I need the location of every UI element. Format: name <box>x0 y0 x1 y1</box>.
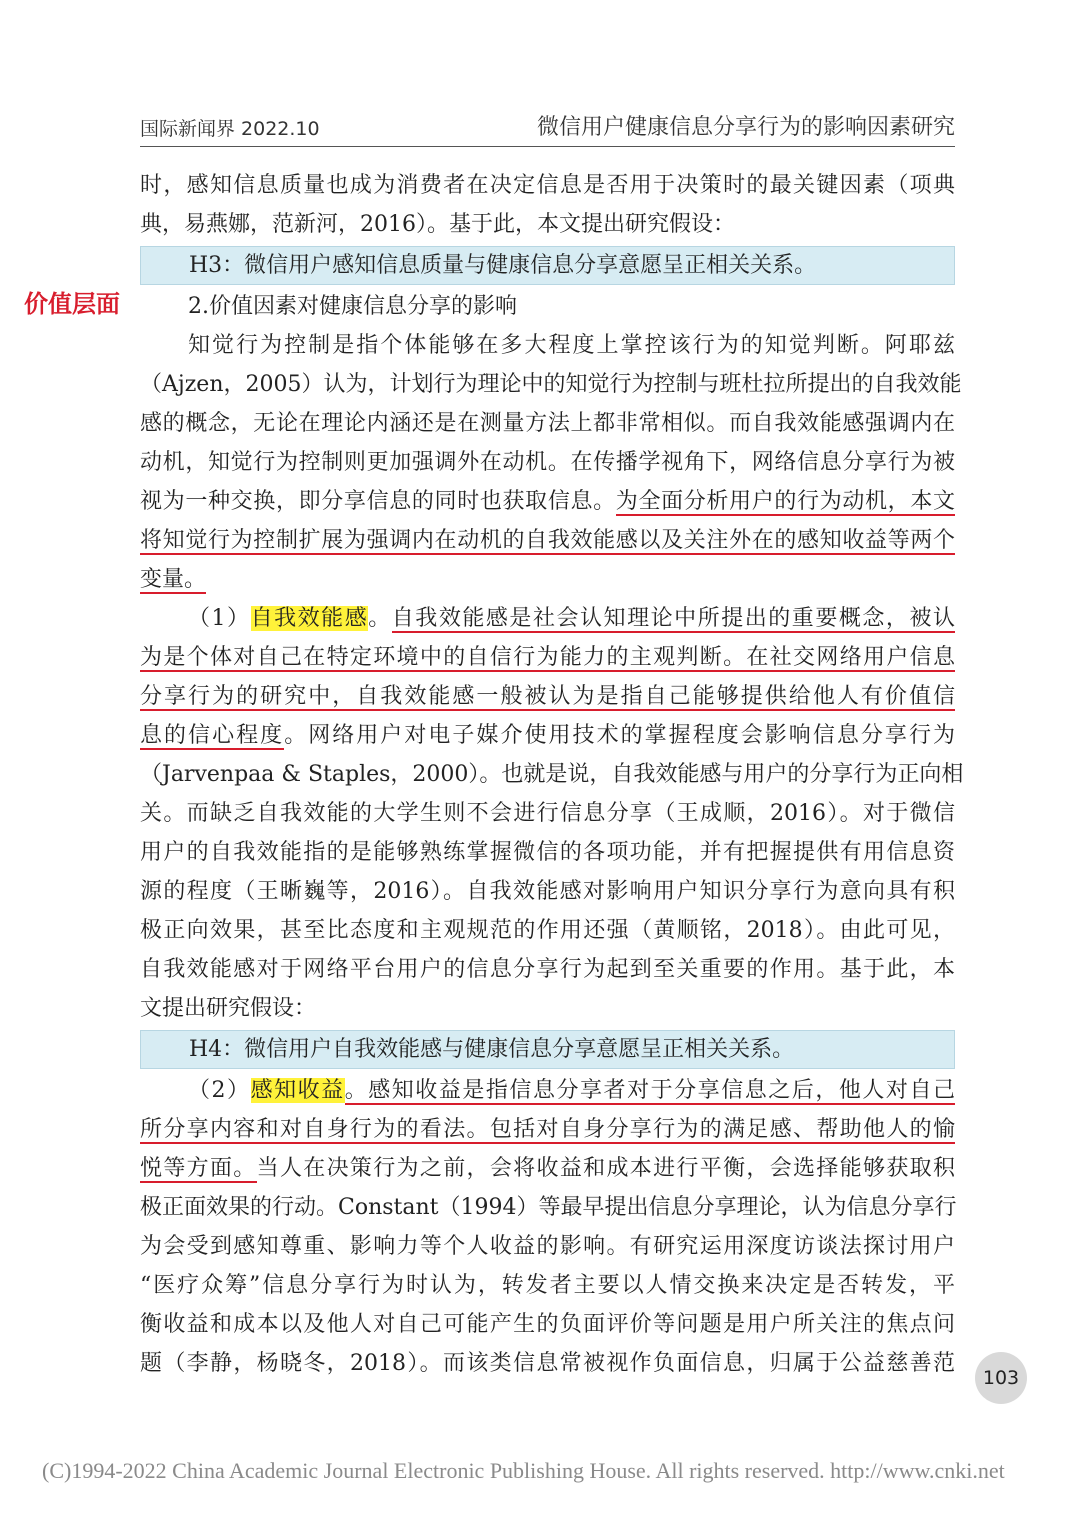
highlighted-term: 自我效能感 <box>250 606 369 631</box>
text-line: （Ajzen，2005）认为，计划行为理论中的知觉行为控制与班杜拉所提出的自我效能 <box>140 372 962 397</box>
hypothesis-h4: H4：微信用户自我效能感与健康信息分享意愿呈正相关关系。 <box>140 1030 955 1069</box>
copyright-footer: (C)1994-2022 China Academic Journal Electronic Publishing House. All rights reserved. http://www.cnki.net <box>42 1458 1005 1483</box>
text-line <box>140 716 955 755</box>
text-line: 动机，知觉行为控制则更加强调外在动机。在传播学视角下，网络信息分享行为被 <box>140 450 955 475</box>
text-segment: 。网络用户对电子媒介使用技术的掌握程度会影响信息分享行为 <box>284 723 955 748</box>
item-number: （2） <box>188 1078 251 1103</box>
text-line <box>140 560 955 599</box>
text-line: 关。而缺乏自我效能的大学生则不会进行信息分享（王成顺，2016）。对于微信 <box>140 801 955 826</box>
underlined-text: 变量。 <box>140 567 207 592</box>
text-segment: 当人在决策行为之前，会将收益和成本进行平衡，会选择能够获取积 <box>256 1156 955 1181</box>
text-line: 衡收益和成本以及他人对自己可能产生的负面评价等问题是用户所关注的焦点问 <box>140 1312 955 1337</box>
text-line: 知觉行为控制是指个体能够在多大程度上掌控该行为的知觉判断。阿耶兹 <box>188 333 955 358</box>
underlined-text: 为全面分析用户的行为动机，本文 <box>615 489 955 514</box>
text-line: 用户的自我效能指的是能够熟练掌握微信的各项功能，并有把握提供有用信息资 <box>140 840 955 865</box>
underlined-text: 。感知收益是指信息分享者对于分享信息之后，他人对自己 <box>344 1078 955 1103</box>
underlined-text: 悦等方面。 <box>140 1156 257 1181</box>
highlighted-term: 感知收益 <box>250 1078 345 1103</box>
text-line: 极正向效果，甚至比态度和主观规范的作用还强（黄顺铭，2018）。由此可见， <box>140 918 955 943</box>
text-line <box>140 677 955 716</box>
underlined-text: 将知觉行为控制扩展为强调内在动机的自我效能感以及关注外在的感知收益等两个 <box>140 528 955 553</box>
text-line: （Jarvenpaa & Staples，2000）。也就是说，自我效能感与用户的分享行为正向相 <box>140 762 964 787</box>
text-line <box>140 1071 955 1110</box>
underlined-text: 为是个体对自己在特定环境中的自信行为能力的主观判断。在社交网络用户信息 <box>140 645 955 670</box>
underlined-text: 息的信心程度 <box>140 723 285 748</box>
running-header <box>140 106 955 147</box>
item-number: （1） <box>188 606 251 631</box>
text-line <box>140 1110 955 1149</box>
text-line: 题（李静，杨晓冬，2018）。而该类信息常被视作负面信息，归属于公益慈善范 <box>140 1351 955 1376</box>
text-line: 为会受到感知尊重、影响力等个人收益的影响。有研究运用深度访谈法探讨用户 <box>140 1234 955 1259</box>
text-segment: 视为一种交换，即分享信息的同时也获取信息。 <box>140 489 616 514</box>
text-line <box>140 599 955 638</box>
text-line: 源的程度（王晰巍等，2016）。自我效能感对影响用户知识分享行为意向具有积 <box>140 879 955 904</box>
text-line <box>140 482 955 521</box>
text-line: “医疗众筹”信息分享行为时认为，转发者主要以人情交换来决定是否转发，平 <box>140 1273 955 1298</box>
text-line: 典，易燕娜，范新河，2016）。基于此，本文提出研究假设： <box>140 212 735 237</box>
body-text <box>140 166 964 1383</box>
underlined-text: 分享行为的研究中，自我效能感一般被认为是指自己能够提供给他人有价值信 <box>140 684 955 709</box>
running-title: 微信用户健康信息分享行为的影响因素研究 <box>536 115 955 140</box>
page-number-badge: 103 <box>975 1352 1027 1404</box>
text-line: 文提出研究假设： <box>140 996 317 1021</box>
text-line: 时，感知信息质量也成为消费者在决定信息是否用于决策时的最关键因素（项典 <box>140 173 955 198</box>
hypothesis-h3: H3：微信用户感知信息质量与健康信息分享意愿呈正相关关系。 <box>140 246 955 285</box>
journal-issue: 国际新闻界 2022.10 <box>140 118 320 140</box>
underlined-text: 自我效能感是社会认知理论中所提出的重要概念，被认 <box>391 606 955 631</box>
text-line <box>140 521 955 560</box>
margin-annotation: 价值层面 <box>24 290 120 318</box>
text-line: 自我效能感对于网络平台用户的信息分享行为起到至关重要的作用。基于此，本 <box>140 957 955 982</box>
section-heading: 2.价值因素对健康信息分享的影响 <box>188 294 517 319</box>
text-line <box>140 1149 955 1188</box>
text-line: 感的概念，无论在理论内涵还是在测量方法上都非常相似。而自我效能感强调内在 <box>140 411 955 436</box>
underlined-text: 所分享内容和对自身行为的看法。包括对自身分享行为的满足感、帮助他人的愉 <box>140 1117 955 1142</box>
text-segment: 。 <box>368 606 392 631</box>
text-line: 极正面效果的行动。Constant（1994）等最早提出信息分享理论，认为信息分享行 <box>140 1195 957 1220</box>
text-line <box>140 638 955 677</box>
